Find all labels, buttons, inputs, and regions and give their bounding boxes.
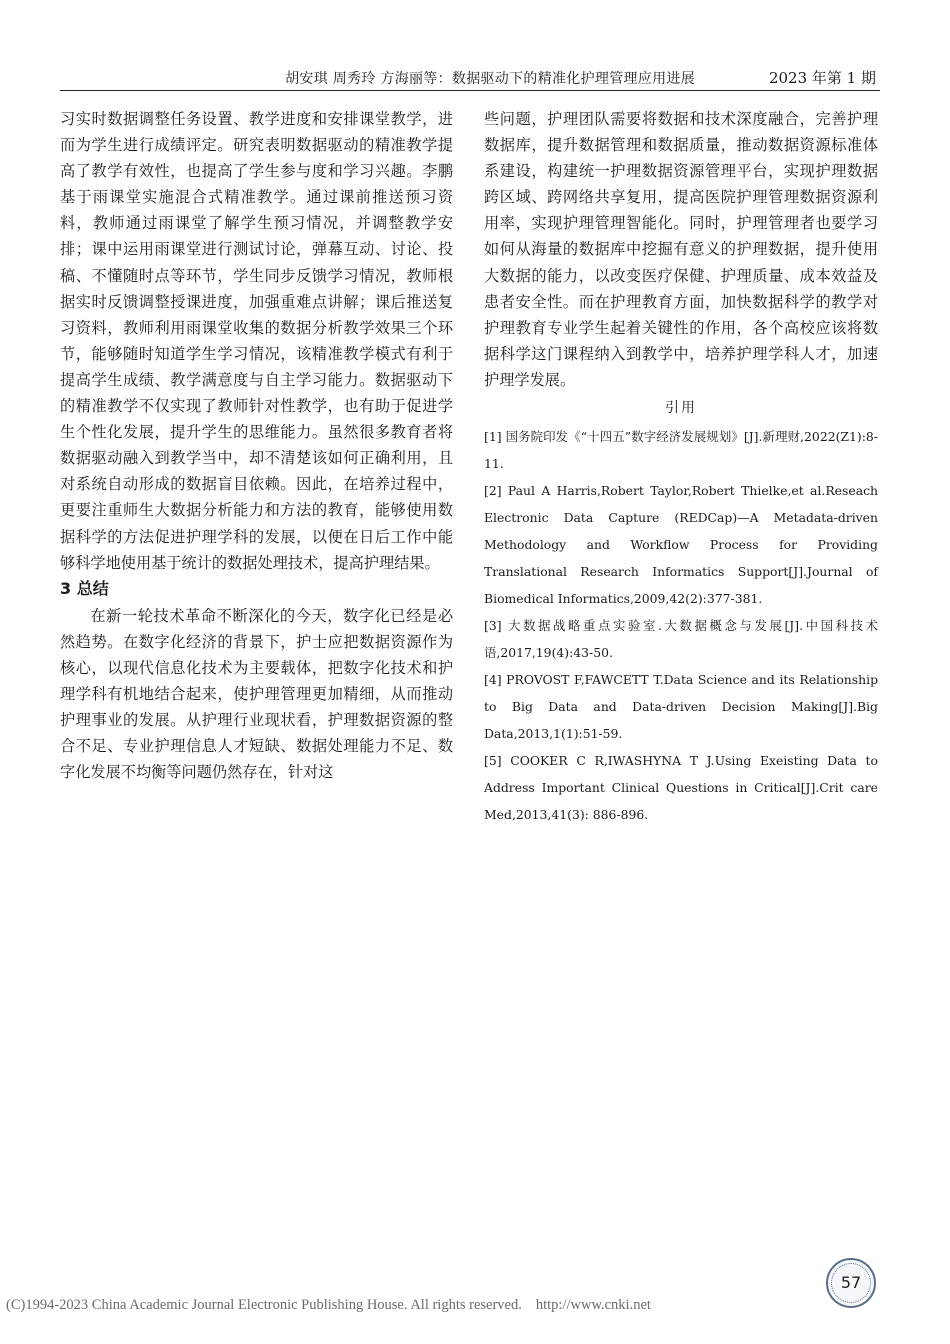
footer-url[interactable]: http://www.cnki.net <box>535 1297 651 1313</box>
reference-item: [1] 国务院印发《“十四五”数字经济发展规划》[J].新理财,2022(Z1):8-11. <box>484 429 878 472</box>
header-issue: 2023 年第 1 期 <box>768 69 876 87</box>
body-paragraph: 在新一轮技术革命不断深化的今天，数字化已经是必然趋势。在数字化经济的背景下，护士应把数据资源作为核心，以现代信息化技术为主要载体，把数字化技术和护理学科有机地结合起来，使护理管理更加精细，从而推动护理事业的发展。从护理行业现状看，护理数据资源的整合不足、专业护理信息人才短缺、数据处理能力不足、数字化发展不均衡等问题仍然存在，针对这 <box>60 606 453 782</box>
reference-item: [2] Paul A Harris,Robert Taylor,Robert Thielke,et al.Reseach Electronic Data Capture (REDCap)—A Metadata-driven Methodology and Workflow Process for Providing Translational Research Informatics Support[J].Journal of Biomedical Informatics,2009,42(2):377-381. <box>484 483 878 607</box>
right-column <box>484 106 878 828</box>
header-title: 胡安琪 周秀玲 方海丽等：数据驱动下的精准化护理管理应用进展 <box>285 71 695 87</box>
reference-item: [3] 大数据战略重点实验室.大数据概念与发展[J].中国科技术语,2017,19(4):43-50. <box>484 618 878 661</box>
running-header <box>60 66 880 91</box>
copyright-text: (C)1994-2023 China Academic Journal Electronic Publishing House. All rights reserved. <box>6 1297 522 1313</box>
reference-item: [5] COOKER C R,IWASHYNA T J.Using Exeisting Data to Address Important Clinical Questions in Critical[J].Crit care Med,2013,41(3): 886-896. <box>484 753 878 823</box>
page-number: 57 <box>840 1273 862 1292</box>
body-paragraph: 些问题，护理团队需要将数据和技术深度融合，完善护理数据库，提升数据管理和数据质量，推动数据资源标准体系建设，构建统一护理数据资源管理平台，实现护理数据跨区域、跨网络共享复用，提高医院护理管理数据资源利用率，实现护理管理智能化。同时，护理管理者也要学习如何从海量的数据库中挖掘有意义的护理数据，提升使用大数据的能力，以改变医疗保健、护理质量、成本效益及患者安全性。而在护理教育方面，加快数据科学的教学对护理教育专业学生起着关键性的作用，各个高校应该将数据科学这门课程纳入到教学中，培养护理学科人才，加速护理学发展。 <box>484 110 878 389</box>
references-heading: 引用 <box>665 400 697 417</box>
section-heading: 3 总结 <box>60 578 109 598</box>
copyright-footer <box>6 1297 946 1314</box>
body-paragraph: 习实时数据调整任务设置、教学进度和安排课堂教学，进而为学生进行成绩评定。研究表明数据驱动的精准教学提高了教学有效性，也提高了学生参与度和学习兴趣。李鹏基于雨课堂实施混合式精准教学。通过课前推送预习资料，教师通过雨课堂了解学生预习情况，并调整教学安排；课中运用雨课堂进行测试讨论，弹幕互动、讨论、投稿、不懂随时点等环节，学生同步反馈学习情况，教师根据实时反馈调整授课进度，加强重难点讲解；课后推送复习资料，教师利用雨课堂收集的数据分析教学效果三个环节，能够随时知道学生学习情况，该精准教学模式有利于提高学生成绩、教学满意度与自主学习能力。数据驱动下的精准教学不仅实现了教师针对性教学，也有助于促进学生个性化发展，提升学生的思维能力。虽然很多教育者将数据驱动融入到教学当中，却不清楚该如何正确利用，且对系统自动形成的数据盲目依赖。因此，在培养过程中，更要注重师生大数据分析能力和方法的教育，能够使用数据科学的方法促进护理学科的发展，以便在日后工作中能够科学地使用基于统计的数据处理技术，提高护理结果。 <box>60 110 453 572</box>
left-column <box>60 106 453 785</box>
reference-item: [4] PROVOST F,FAWCETT T.Data Science and its Relationship to Big Data and Data-driven Decision Making[J].Big Data,2013,1(1):51-59. <box>484 672 878 742</box>
